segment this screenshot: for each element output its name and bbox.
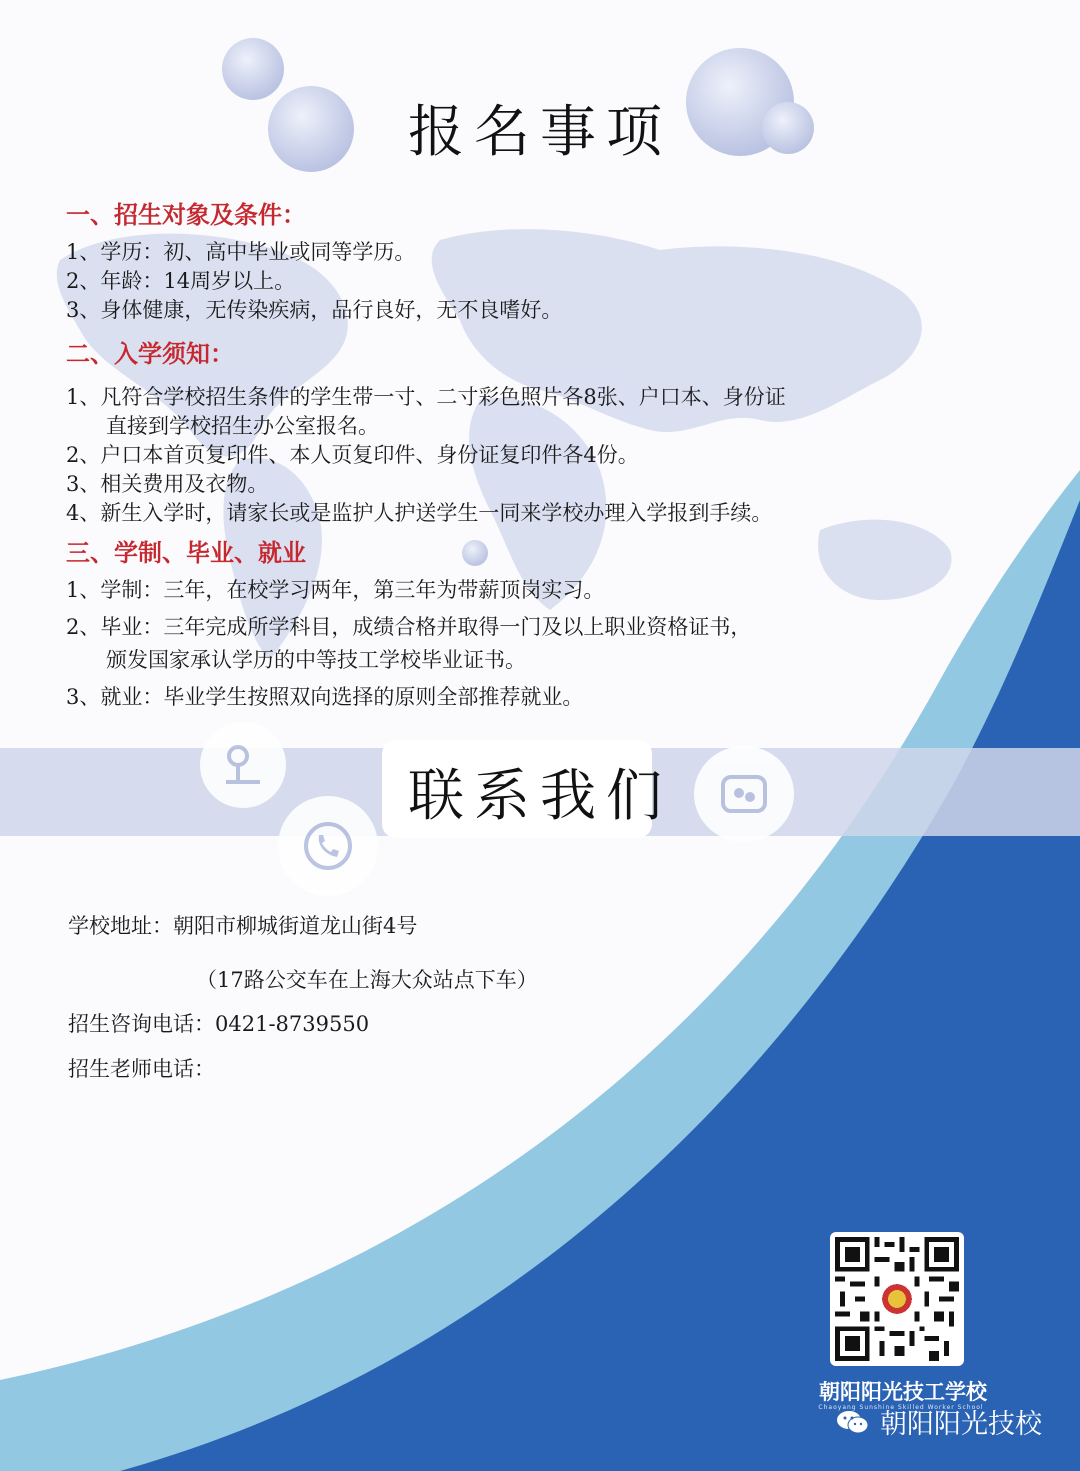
section-heading: 三、学制、毕业、就业 bbox=[66, 539, 306, 567]
section-admission-conditions bbox=[66, 198, 966, 325]
section-heading: 二、入学须知： bbox=[66, 340, 234, 368]
section-heading: 一、招生对象及条件： bbox=[66, 201, 306, 229]
list-item: 2、年龄：14周岁以上。 bbox=[66, 269, 296, 293]
bus-directions: （17路公交车在上海大众站点下车） bbox=[196, 968, 538, 992]
list-item: 3、相关费用及衣物。 bbox=[66, 472, 269, 496]
section-enrollment-notice bbox=[66, 337, 966, 528]
section-schooling-graduation bbox=[66, 536, 966, 712]
qr-code bbox=[830, 1232, 964, 1366]
list-item-continuation: 颁发国家承认学历的中等技工学校毕业证书。 bbox=[106, 648, 526, 672]
list-item-continuation: 直接到学校招生办公室报名。 bbox=[106, 414, 379, 438]
list-item: 1、学制：三年，在校学习两年，第三年为带薪顶岗实习。 bbox=[66, 578, 605, 602]
enrollment-phone: 招生咨询电话：0421-8739550 bbox=[68, 1012, 370, 1036]
list-item: 3、身体健康，无传染疾病，品行良好，无不良嗜好。 bbox=[66, 298, 563, 322]
wechat-icon bbox=[836, 1409, 870, 1435]
school-name-english: Chaoyang Sunshine Skilled Worker School bbox=[818, 1404, 984, 1411]
list-item: 3、就业：毕业学生按照双向选择的原则全部推荐就业。 bbox=[66, 685, 584, 709]
school-address: 学校地址：朝阳市柳城街道龙山街4号 bbox=[68, 914, 418, 938]
page-title: 报名事项 bbox=[408, 100, 672, 165]
contact-title: 联系我们 bbox=[408, 764, 672, 829]
list-item: 2、毕业：三年完成所学科目，成绩合格并取得一门及以上职业资格证书， bbox=[66, 615, 752, 639]
wechat-watermark bbox=[836, 1402, 1042, 1441]
list-item: 1、凡符合学校招生条件的学生带一寸、二寸彩色照片各8张、户口本、身份证 bbox=[66, 385, 786, 409]
list-item: 4、新生入学时，请家长或是监护人护送学生一同来学校办理入学报到手续。 bbox=[66, 501, 773, 525]
school-name: 朝阳阳光技工学校 bbox=[819, 1380, 987, 1404]
watermark-text: 朝阳阳光技校 bbox=[880, 1409, 1042, 1440]
teacher-phone: 招生老师电话： bbox=[68, 1057, 215, 1081]
list-item: 1、学历：初、高中毕业或同等学历。 bbox=[66, 240, 416, 264]
enrollment-content bbox=[66, 198, 966, 718]
list-item: 2、户口本首页复印件、本人页复印件、身份证复印件各4份。 bbox=[66, 443, 639, 467]
